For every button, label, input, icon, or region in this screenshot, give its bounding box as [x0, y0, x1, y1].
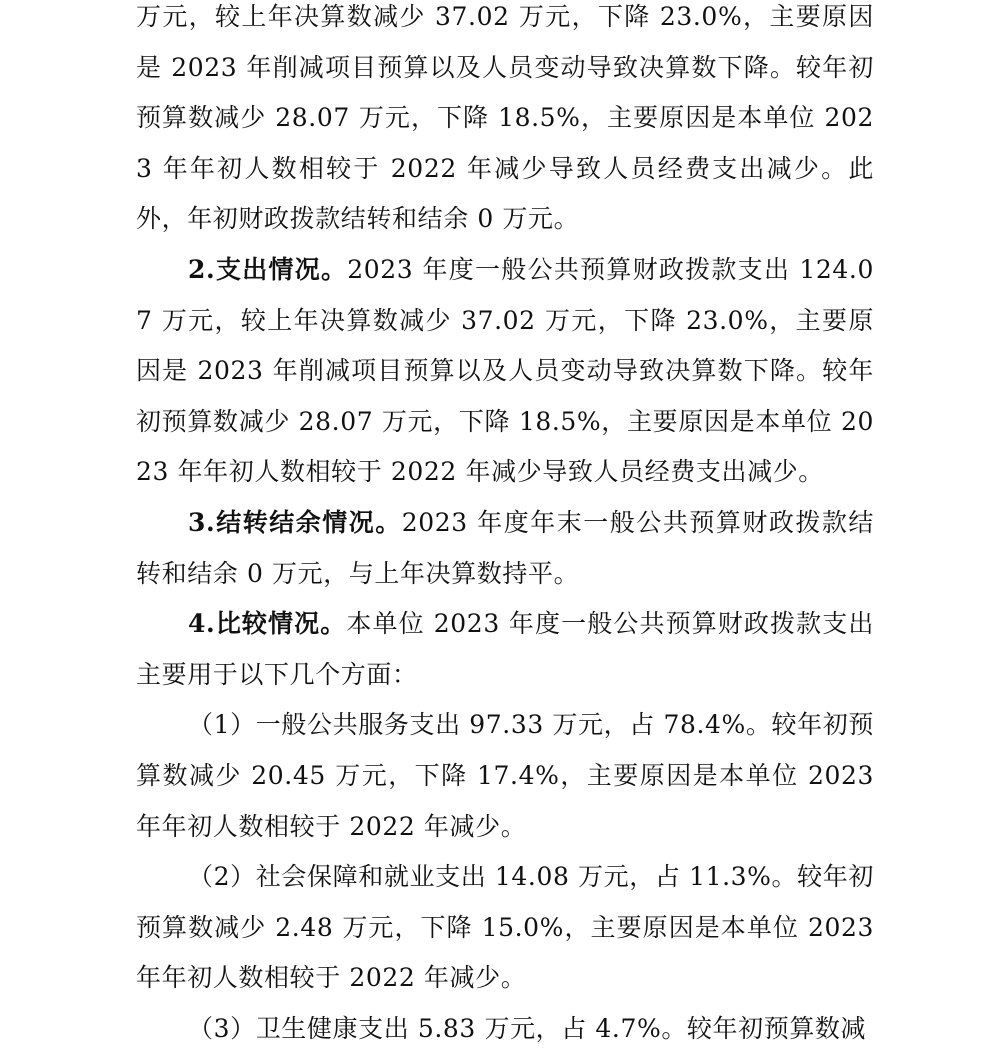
- paragraph-carryover: [136, 498, 874, 599]
- paragraph-item-health: [136, 1004, 874, 1054]
- paragraph-text: （3）卫生健康支出 5.83 万元，占 4.7%。较年初预算数减: [188, 1013, 867, 1043]
- section-heading-expenditure: 2.支出情况。: [188, 254, 348, 284]
- document-page: [136, 0, 874, 1054]
- paragraph-item-social-security: [136, 852, 874, 1004]
- paragraph-income-continuation: [136, 0, 874, 245]
- paragraph-text: 本单位 2023 年度一般公共预算财政拨款支出主要用于以下几个方面：: [136, 609, 874, 689]
- section-heading-carryover: 3.结转结余情况。: [188, 507, 402, 537]
- paragraph-text: 2023 年度年末一般公共预算财政拨款结转和结余 0 万元，与上年决算数持平。: [136, 507, 874, 588]
- paragraph-text: 万元，较上年决算数减少 37.02 万元，下降 23.0%，主要原因是 2023 年削减项目预算以及人员变动导致决算数下降。较年初预算数减少 28.07 万元，下降 18.5%，主要原因是本单位 2023 年年初人数相较于 2022 年减少导致人员经费支出减少。此外，年初财政拨款结转和结余 0 万元。: [136, 2, 874, 234]
- paragraph-comparison: [136, 599, 874, 700]
- paragraph-text: 2023 年度一般公共预算财政拨款支出 124.07 万元，较上年决算数减少 37.02 万元，下降 23.0%，主要原因是 2023 年削减项目预算以及人员变动导致决算数下降。较年初预算数减少 28.07 万元，下降 18.5%，主要原因是本单位 2023 年年初人数相较于 2022 年减少导致人员经费支出减少。: [136, 254, 874, 487]
- paragraph-item-public-services: [136, 700, 874, 852]
- paragraph-text: （1）一般公共服务支出 97.33 万元，占 78.4%。较年初预算数减少 20.45 万元，下降 17.4%，主要原因是本单位 2023 年年初人数相较于 2022 年减少。: [136, 710, 874, 841]
- paragraph-text: （2）社会保障和就业支出 14.08 万元，占 11.3%。较年初预算数减少 2.48 万元，下降 15.0%，主要原因是本单位 2023 年年初人数相较于 2022 年减少。: [136, 862, 874, 993]
- paragraph-expenditure: [136, 245, 874, 498]
- section-heading-comparison: 4.比较情况。: [188, 609, 347, 639]
